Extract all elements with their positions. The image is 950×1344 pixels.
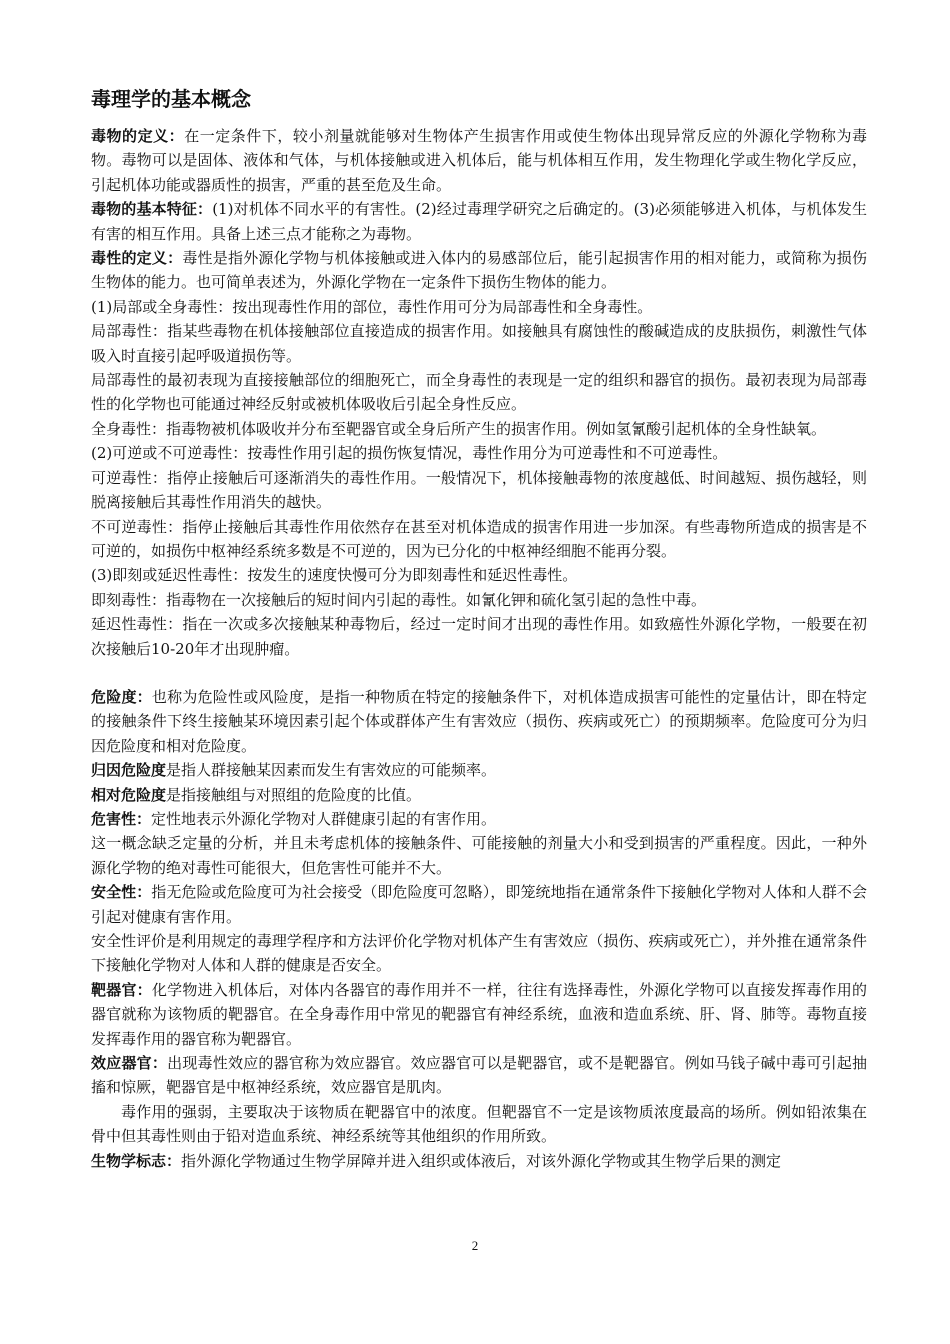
paragraph-text: 毒性是指外源化学物与机体接触或进入体内的易感部位后，能引起损害作用的相对能力，或简称为损伤生物体的能力。也可简单表述为，外源化学物在一定条件下损伤生物体的能力。 xyxy=(91,249,867,292)
paragraph-local-initial: 局部毒性的最初表现为直接接触部位的细胞死亡，而全身毒性的表现是一定的组织和器官的损伤。最初表现为局部毒性的化学物也可能通过神经反射或被机体吸收后引起全身性反应。 xyxy=(91,371,867,414)
page-number: 2 xyxy=(471,1238,479,1253)
paragraph-text: 指外源化学物通过生物学屏障并进入组织或体液后，对该外源化学物或其生物学后果的测定 xyxy=(181,1151,782,1170)
paragraph-text: 也称为危险性或风险度，是指一种物质在特定的接触条件下，对机体造成损害可能性的定量估计，即在特定的接触条件下终生接触某环境因素引起个体或群体产生有害效应（损伤、疾病或死亡）的预期频率。危险度可分为归因危险度和相对危险度。 xyxy=(91,687,867,755)
paragraph-delayed: 延迟性毒性：指在一次或多次接触某种毒物后，经过一定时间才出现的毒性作用。如致癌性外源化学物，一般要在初次接触后10-20年才出现肿瘤。 xyxy=(91,615,867,658)
paragraph-irreversible: 不可逆毒性：指停止接触后其毒性作用依然存在甚至对机体造成的损害作用进一步加深。有些毒物所造成的损害是不可逆的，如损伤中枢神经系统多数是不可逆的，因为已分化的中枢神经细胞不能再分裂。 xyxy=(91,517,867,560)
paragraph-safety xyxy=(91,880,867,929)
paragraph-reversible: 可逆毒性：指停止接触后可逐渐消失的毒性作用。一般情况下，机体接触毒物的浓度越低、时间越短、损伤越轻，则脱离接触后其毒性作用消失的越快。 xyxy=(91,468,867,512)
paragraph-text: 化学物进入机体后，对体内各器官的毒作用并不一样，往往有选择毒性，外源化学物可以直接发挥毒作用的器官就称为该物质的靶器官。在全身毒作用中常见的靶器官有神经系统，血液和造血系统、肝、肾、肺等。毒物直接发挥毒作用的器官称为靶器官。 xyxy=(91,980,867,1048)
term-label: 毒物的基本特征： xyxy=(91,200,213,219)
paragraph-reversible-irreversible: (2)可逆或不可逆毒性：按毒性作用引起的损伤恢复情况，毒性作用分为可逆毒性和不可逆毒性。 xyxy=(91,444,728,463)
paragraph-target-organ xyxy=(91,978,867,1051)
term-label: 安全性： xyxy=(91,883,152,902)
term-label: 归因危险度 xyxy=(91,761,167,780)
paragraph-systemic-toxicity: 全身毒性：指毒物被机体吸收并分布至靶器官或全身后所产生的损害作用。例如氢氰酸引起机体的全身性缺氧。 xyxy=(91,419,827,438)
paragraph-text: 指无危险或危险度可为社会接受（即危险度可忽略），即笼统地指在通常条件下接触化学物对人体和人群不会引起对健康有害作用。 xyxy=(91,883,867,926)
term-label: 生物学标志： xyxy=(91,1151,182,1170)
term-label: 毒性的定义： xyxy=(91,249,183,268)
paragraph-text: 定性地表示外源化学物对人群健康引起的有害作用。 xyxy=(151,809,497,828)
term-label: 危险度： xyxy=(91,687,152,706)
paragraph-poison-definition xyxy=(91,124,867,197)
paragraph-effector-organ xyxy=(91,1051,867,1100)
paragraph-immediate: 即刻毒性：指毒物在一次接触后的短时间内引起的毒性。如氰化钾和硫化氢引起的急性中毒。 xyxy=(91,590,707,609)
paragraph-text: 是指人群接触某因素而发生有害效应的可能频率。 xyxy=(166,761,497,780)
document-body xyxy=(91,124,867,1173)
term-label: 靶器官： xyxy=(91,980,152,999)
paragraph-poison-features xyxy=(91,197,867,246)
paragraph-hazard-note: 这一概念缺乏定量的分析，并且未考虑机体的接触条件、可能接触的剂量大小和受到损害的严重程度。因此，一种外源化学物的绝对毒性可能很大，但危害性可能并不大。 xyxy=(91,834,867,877)
paragraph-text: 是指接触组与对照组的危险度的比值。 xyxy=(166,785,422,804)
paragraph-safety-evaluation: 安全性评价是利用规定的毒理学程序和方法评价化学物对机体产生有害效应（损伤、疾病或死亡），并外推在通常条件下接触化学物对人体和人群的健康是否安全。 xyxy=(91,932,867,975)
paragraph-biomarker xyxy=(91,1149,867,1173)
paragraph-local-systemic: (1)局部或全身毒性：按出现毒性作用的部位，毒性作用可分为局部毒性和全身毒性。 xyxy=(91,297,653,316)
paragraph-immediate-delayed: (3)即刻或延迟性毒性：按发生的速度快慢可分为即刻毒性和延迟性毒性。 xyxy=(91,566,578,585)
term-label: 效应器官： xyxy=(91,1054,168,1073)
term-label: 相对危险度 xyxy=(91,785,167,804)
page-title: 毒理学的基本概念 xyxy=(91,87,251,111)
term-label: 毒物的定义： xyxy=(91,127,185,145)
paragraph-local-toxicity: 局部毒性：指某些毒物在机体接触部位直接造成的损害作用。如接触具有腐蚀性的酸碱造成的皮肤损伤，刺激性气体吸入时直接引起呼吸道损伤等。 xyxy=(91,322,867,365)
blank-line xyxy=(91,661,867,685)
paragraph-hazard xyxy=(91,807,867,831)
paragraph-risk xyxy=(91,685,867,758)
paragraph-text: (1)对机体不同水平的有害性。(2)经过毒理学研究之后确定的。(3)必须能够进入机体，与机体发生有害的相互作用。具备上述三点才能称之为毒物。 xyxy=(91,200,867,243)
paragraph-text: 出现毒性效应的器官称为效应器官。效应器官可以是靶器官，或不是靶器官。例如马钱子碱中毒可引起抽搐和惊厥，靶器官是中枢神经系统，效应器官是肌肉。 xyxy=(91,1054,867,1097)
paragraph-attributable-risk xyxy=(91,758,867,782)
paragraph-text: 在一定条件下，较小剂量就能够对生物体产生损害作用或使生物体出现异常反应的外源化学物称为毒物。毒物可以是固体、液体和气体，与机体接触或进入机体后，能与机体相互作用，发生物理化学或生物化学反应，引起机体功能或器质性的损害，严重的甚至危及生命。 xyxy=(91,127,867,194)
paragraph-toxicity-definition xyxy=(91,246,867,295)
paragraph-relative-risk xyxy=(91,783,867,807)
paragraph-toxic-strength: 毒作用的强弱，主要取决于该物质在靶器官中的浓度。但靶器官不一定是该物质浓度最高的场所。例如铅浓集在骨中但其毒性则由于铅对造血系统、神经系统等其他组织的作用所致。 xyxy=(91,1102,867,1146)
term-label: 危害性： xyxy=(91,809,152,828)
